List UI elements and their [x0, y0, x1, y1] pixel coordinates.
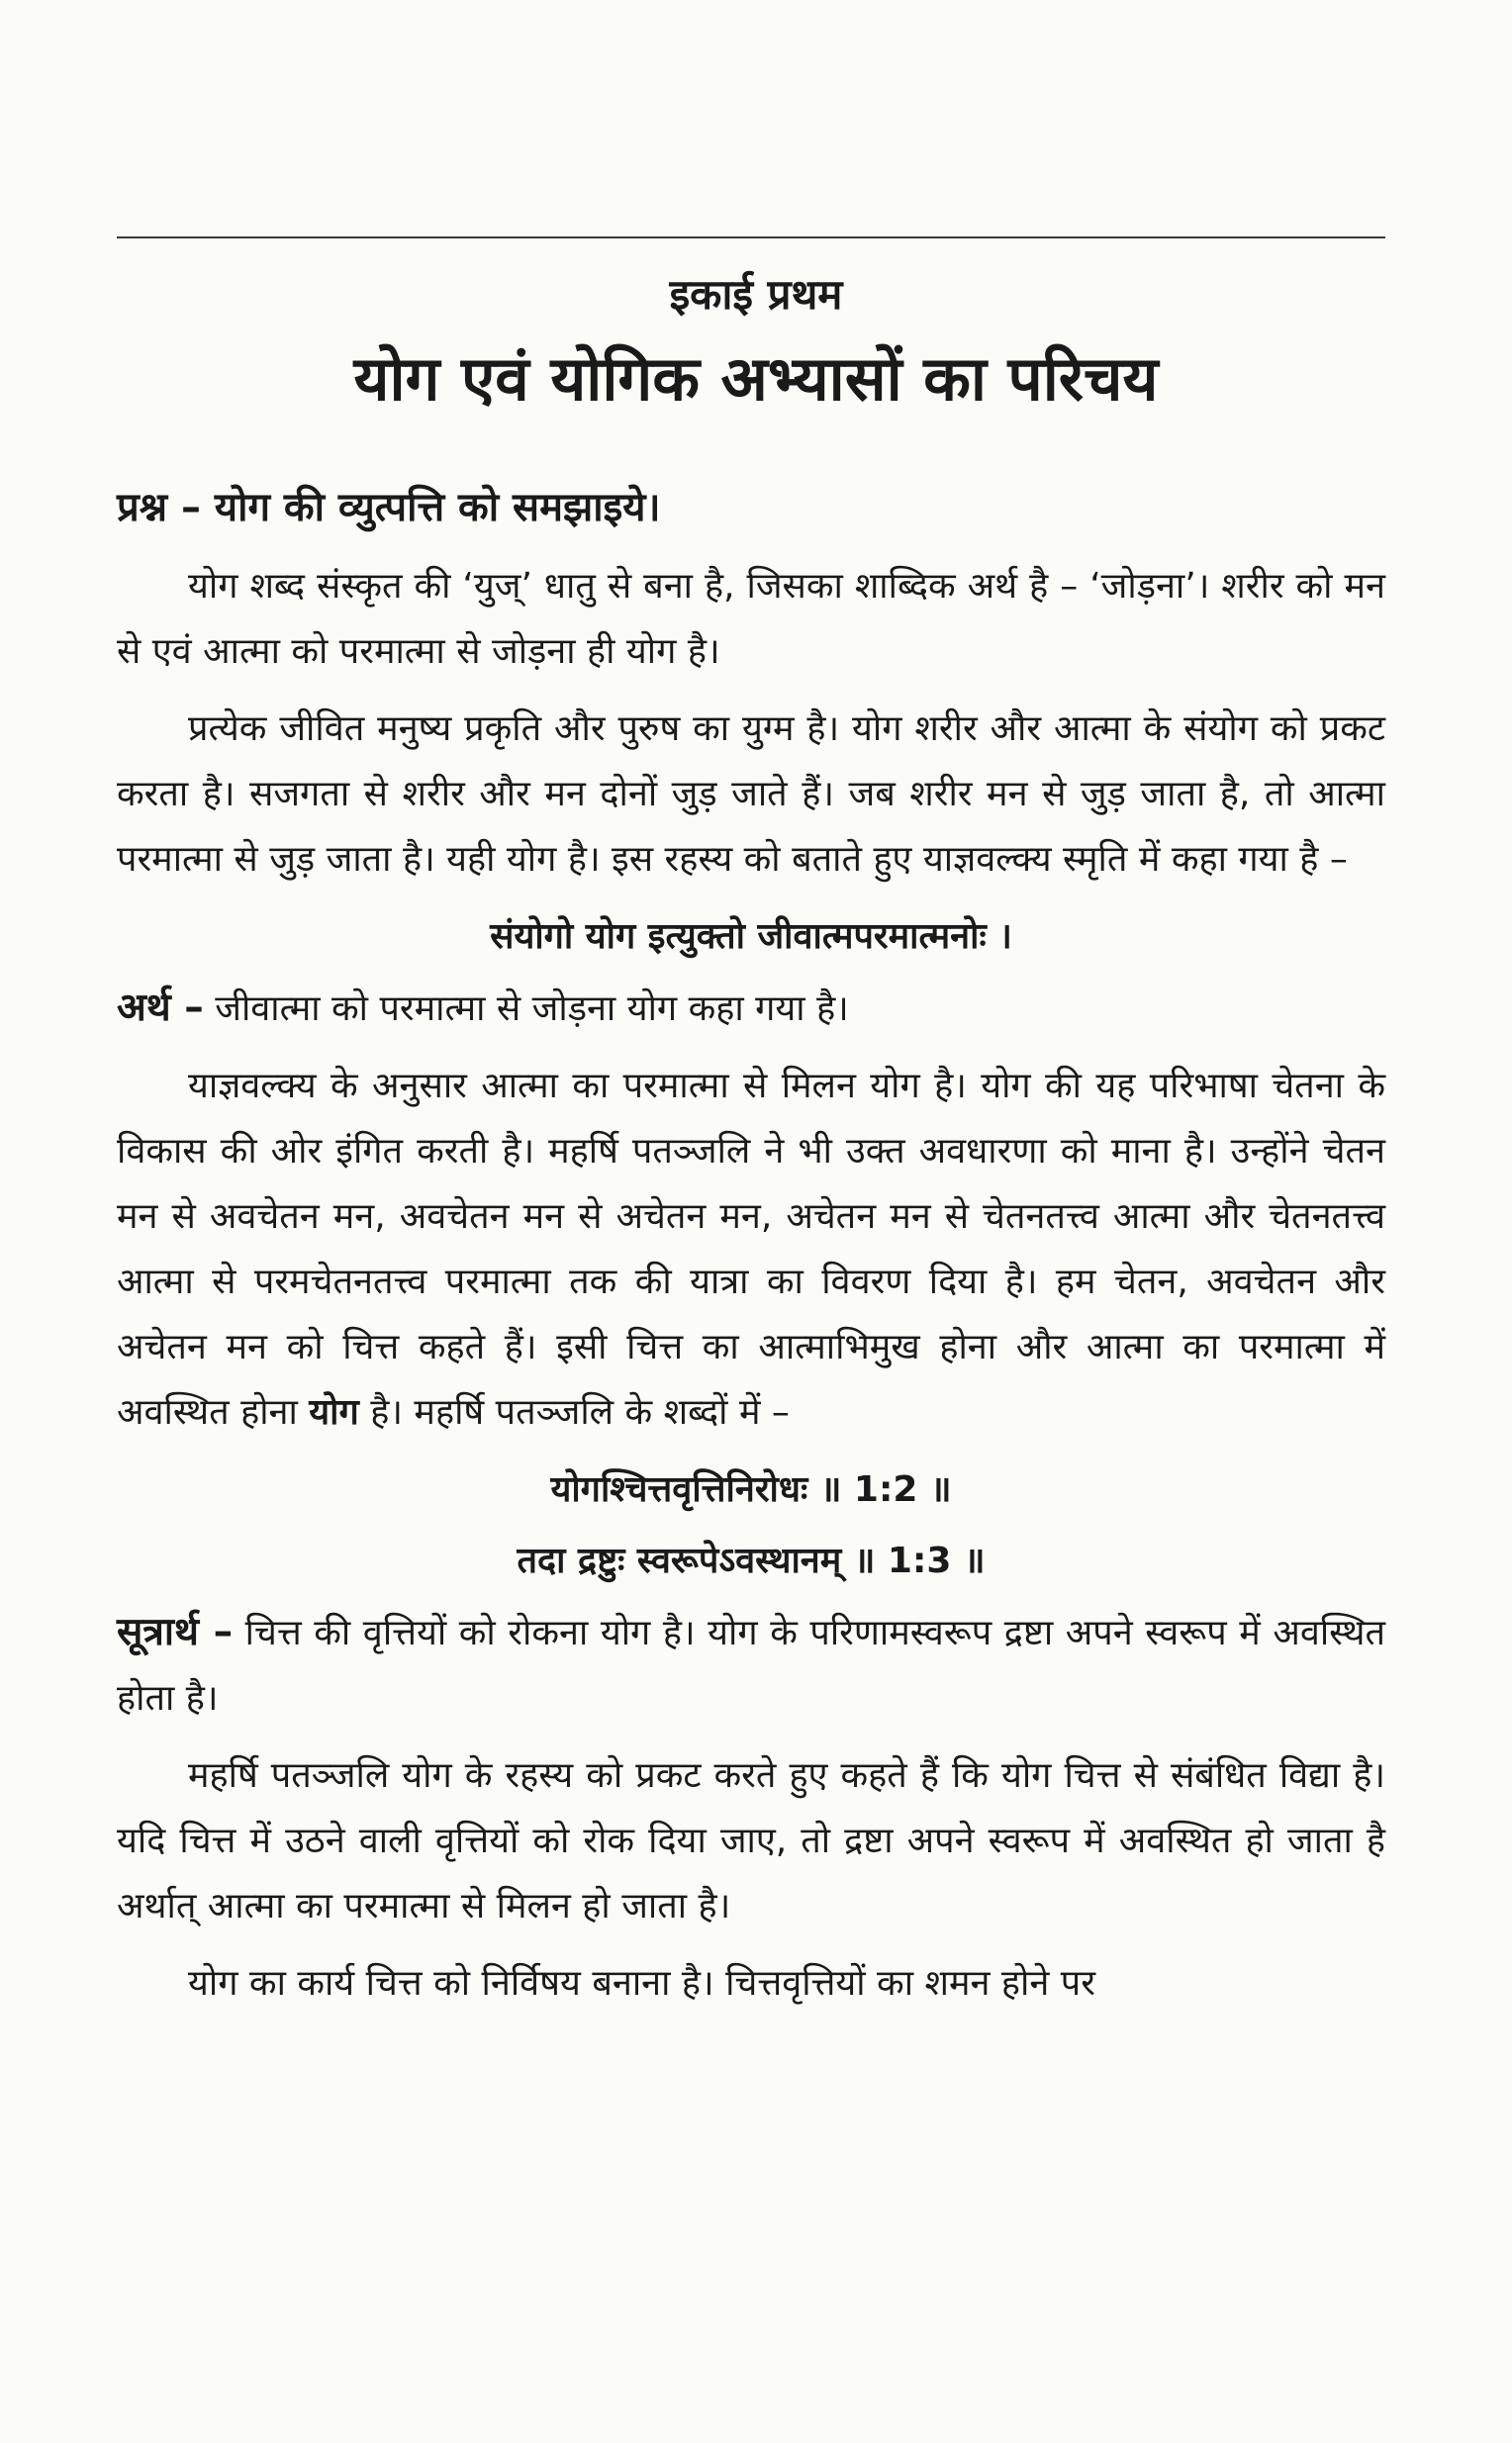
verse-sutra-1-2: योगश्चित्तवृत्तिनिरोधः ॥ 1:2 ॥ — [550, 1469, 952, 1510]
meaning-text: जीवात्मा को परमात्मा से जोड़ना योग कहा गया है। — [203, 988, 849, 1029]
unit-label: इकाई प्रथम — [669, 270, 843, 319]
paragraph-3-end: है। महर्षि पतञ्जलि के शब्दों में – — [358, 1392, 790, 1433]
verse-sanyogo: संयोगो योग इत्युक्तो जीवात्मपरमात्मनोः । — [490, 916, 1012, 957]
paragraph-3-start: याज्ञवल्क्य के अनुसार आत्मा का परमात्मा से मिलन योग है। योग की यह परिभाषा चेतना के विकास की ओर इंगित करती है। महर्षि पतञ्जलि ने भी उक्त अवधारणा को माना है। उन्होंने चेतन मन से अवचेतन मन, अवचेतन मन से अचेतन मन, अचेतन मन से चेतनतत्त्व आत्मा और चेतनतत्त्व आत्मा से परमचेतनतत्त्व परमात्मा तक की यात्रा का विवरण दिया है। हम चेतन, अवचेतन और अचेतन मन को चित्त कहते हैं। इसी चित्त का आत्माभिमुख होना और आत्मा का परमात्मा में अवस्थित होना — [117, 1066, 1385, 1433]
verse-sutra-1-3: तदा द्रष्टुः स्वरूपेऽवस्थानम् ॥ 1:3 ॥ — [517, 1541, 986, 1581]
meaning-paragraph — [117, 976, 1385, 1042]
question-heading: प्रश्न – योग की व्युत्पत्ति को समझाइये। — [117, 485, 661, 530]
sutrarth-paragraph — [117, 1600, 1385, 1732]
paragraph-4: महर्षि पतञ्जलि योग के रहस्य को प्रकट करते हुए कहते हैं कि योग चित्त से संबंधित विद्या है। यदि चित्त में उठने वाली वृत्तियों को रोक दिया जाए, तो द्रष्टा अपने स्वरूप में अवस्थित हो जाता है अर्थात् आत्मा का परमात्मा से मिलन हो जाता है। — [117, 1755, 1385, 1926]
sutrarth-label: सूत्रार्थ – — [117, 1610, 234, 1654]
paragraph-5: योग का कार्य चित्त को निर्विषय बनाना है। चित्तवृत्तियों का शमन होने पर — [188, 1963, 1095, 2004]
page-body — [117, 475, 1385, 2028]
header-rule — [117, 236, 1385, 238]
chapter-title: योग एवं योगिक अभ्यासों का परिचय — [353, 342, 1159, 415]
sutrarth-text: चित्त की वृत्तियों को रोकना योग है। योग के परिणामस्वरूप द्रष्टा अपने स्वरूप में अवस्थित होता है। — [117, 1613, 1385, 1719]
meaning-label: अर्थ – — [117, 986, 204, 1030]
paragraph-3 — [117, 1054, 1385, 1446]
paragraph-1: योग शब्द संस्कृत की ‘युज्’ धातु से बना है, जिसका शाब्दिक अर्थ है – ‘जोड़ना’। शरीर को मन से एवं आत्मा को परमात्मा से जोड़ना ही योग है। — [117, 566, 1385, 672]
paragraph-3-bold: योग — [309, 1392, 359, 1433]
paragraph-2: प्रत्येक जीवित मनुष्य प्रकृति और पुरुष का युग्म है। योग शरीर और आत्मा के संयोग को प्रकट करता है। सजगता से शरीर और मन दोनों जुड़ जाते हैं। जब शरीर मन से जुड़ जाता है, तो आत्मा परमात्मा से जुड़ जाता है। यही योग है। इस रहस्य को बताते हुए याज्ञवल्क्य स्मृति में कहा गया है – — [117, 708, 1385, 880]
